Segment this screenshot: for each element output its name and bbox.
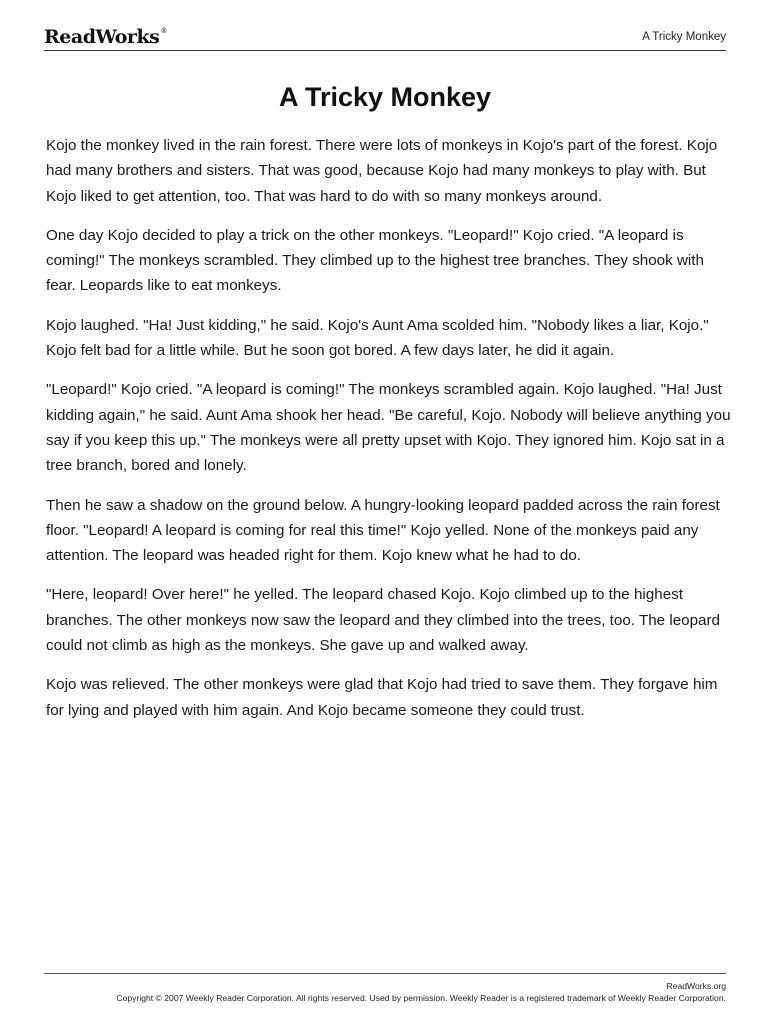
paragraph-5: Then he saw a shadow on the ground below. A hungry-looking leopard padded across the rain forest floor. "Leopard! A leopard is coming for real this time!" Kojo yelled. None of the monkeys paid any attention. The leopard was headed right for them. Kojo knew what he had to do. xyxy=(46,496,720,565)
footer-site: ReadWorks.org xyxy=(666,981,726,991)
readworks-logo xyxy=(44,26,167,48)
page-footer xyxy=(44,973,726,1004)
paragraph-6: "Here, leopard! Over here!" he yelled. The leopard chased Kojo. Kojo climbed up to the highest branches. The other monkeys now saw the leopard and they climbed into the trees, too. The leopard could not climb as high as the monkeys. She gave up and walked away. xyxy=(46,586,720,655)
article-body xyxy=(46,133,736,737)
logo-text: ReadWorks xyxy=(44,26,160,48)
paragraph-4: "Leopard!" Kojo cried. "A leopard is coming!" The monkeys scrambled again. Kojo laughed. "Ha! Just kidding again," he said. Aunt Ama shook her head. "Be careful, Kojo. Nobody will believe anything you say if you keep this up." The monkeys were all pretty upset with Kojo. They ignored him. Kojo sat in a tree branch, bored and lonely. xyxy=(46,381,731,475)
paragraph-7: Kojo was relieved. The other monkeys were glad that Kojo had tried to save them. They forgave him for lying and played with him again. And Kojo became someone they could trust. xyxy=(46,676,718,719)
page-header xyxy=(44,22,726,51)
paragraph-1: Kojo the monkey lived in the rain forest. There were lots of monkeys in Kojo's part of the forest. Kojo had many brothers and sisters. That was good, because Kojo had many monkeys to play with. But Kojo liked to get attention, too. That was hard to do with so many monkeys around. xyxy=(46,137,718,205)
running-title: A Tricky Monkey xyxy=(642,31,726,43)
footer-copyright: Copyright © 2007 Weekly Reader Corporation. All rights reserved. Used by permission. Weekly Reader is a registered trademark of Weekly Reader Corporation. xyxy=(116,993,726,1003)
document-title: A Tricky Monkey xyxy=(278,82,492,112)
paragraph-3: Kojo laughed. "Ha! Just kidding," he said. Kojo's Aunt Ama scolded him. "Nobody likes a liar, Kojo." Kojo felt bad for a little while. But he soon got bored. A few days later, he did it again. xyxy=(46,316,709,360)
registered-mark: ® xyxy=(160,27,167,35)
paragraph-2: One day Kojo decided to play a trick on the other monkeys. "Leopard!" Kojo cried. "A leopard is coming!" The monkeys scrambled. They climbed up to the highest tree branches. They shook with fear. Leopards like to eat monkeys. xyxy=(46,226,704,295)
